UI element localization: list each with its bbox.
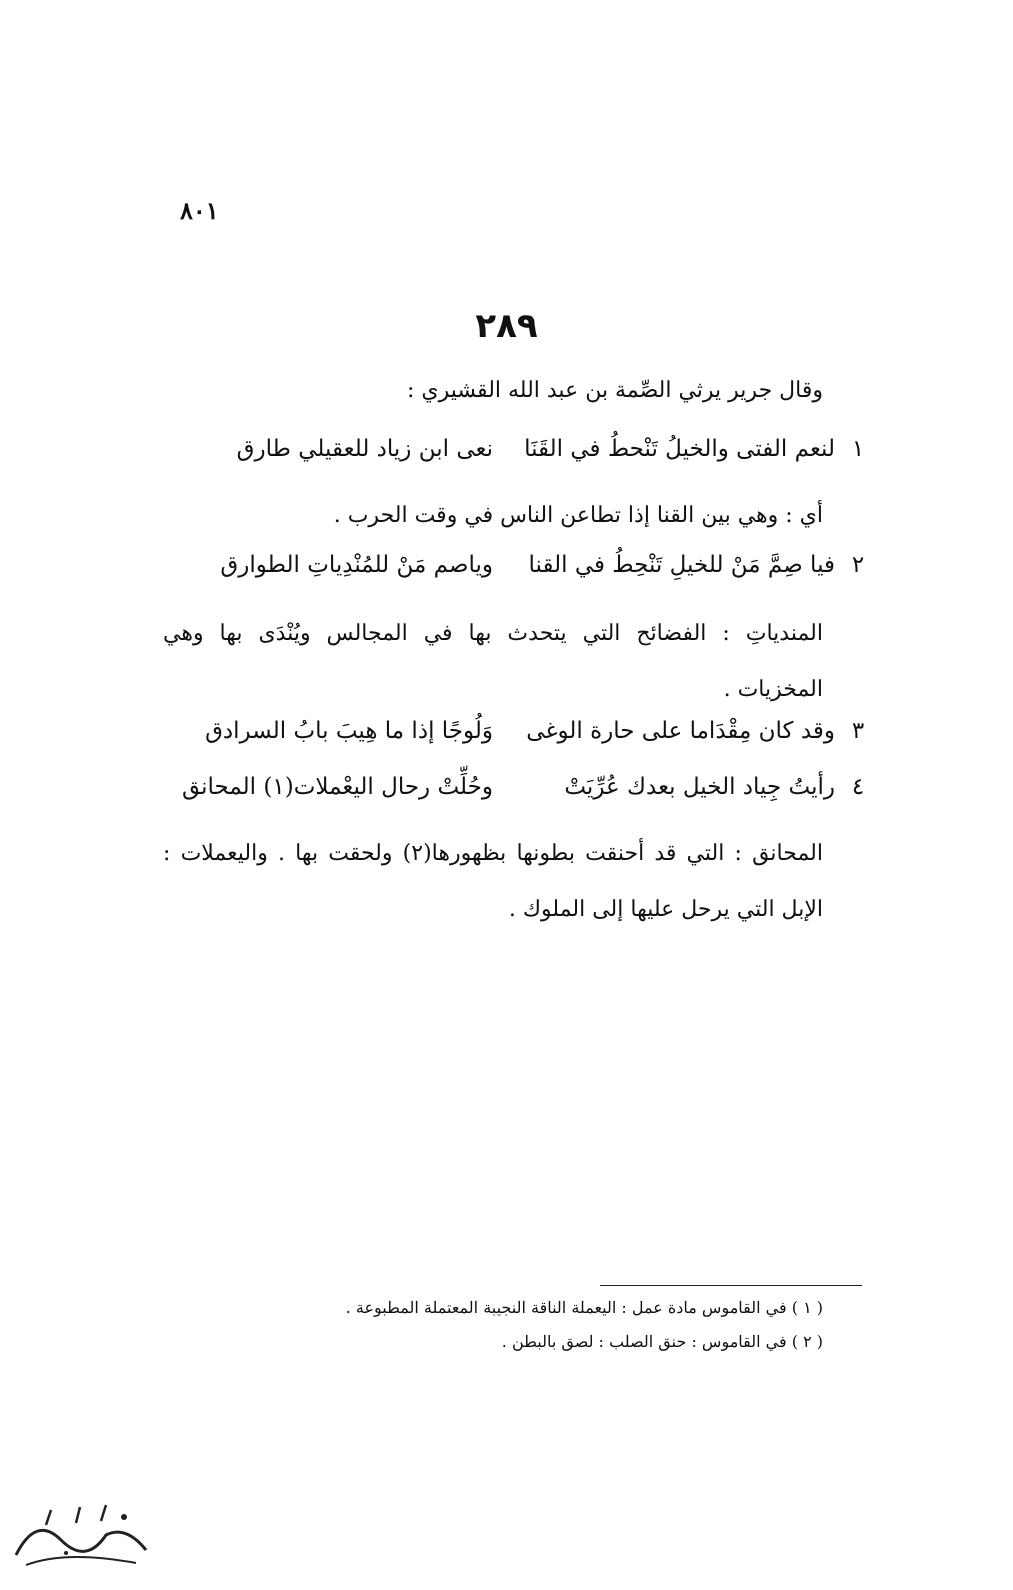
library-seal-icon (6, 1495, 156, 1575)
footnote-1: ( ١ ) في القاموس مادة عمل : اليعملة الناقة النجيبة المعتملة المطبوعة . (345, 1298, 823, 1317)
verse-second-hemistich: وياصم مَنْ للمُنْدِياتِ الطوارق (220, 552, 493, 578)
verse-number: ٣ (851, 718, 865, 744)
verse-first-hemistich: وقد كان مِقْدَاما على حارة الوغى (526, 718, 835, 744)
verse-first-hemistich: فيا صِمَّ مَنْ للخيلِ تَنْحِطُ في القنا (528, 552, 835, 578)
verse-first-hemistich: رأيتُ جِياد الخيل بعدك عُرِّيَتْ (564, 774, 835, 800)
verse-number: ٢ (851, 552, 865, 578)
verse-number: ١ (851, 436, 865, 462)
verse-second-hemistich: نعى ابن زياد للعقيلي طارق (236, 436, 493, 462)
verse-second-hemistich: وَلُوجًا إذا ما هِيبَ بابُ السرادق (205, 718, 493, 744)
gloss-3: المحانق : التي قد أحنقت بطونها بظهورها(٢) ولحقت بها . واليعملات : الإبل التي يرحل عليها إلى الملوك . (163, 841, 823, 922)
poem-number: ٢٨٩ (475, 306, 538, 346)
verse-4 (173, 774, 873, 814)
gloss-2: المندياتِ : الفضائح التي يتحدث بها في المجالس ويُنْدَى بها وهي المخزيات . (163, 621, 823, 702)
footnote-2: ( ٢ ) في القاموس : حنق الصلب : لصق بالبطن . (501, 1332, 823, 1351)
footnote-divider (600, 1285, 862, 1286)
verse-number: ٤ (851, 774, 865, 800)
poem-intro: وقال جرير يرثي الصِّمة بن عبد الله القشيري : (407, 378, 823, 403)
gloss-1: أي : وهي بين القنا إذا تطاعن الناس في وقت الحرب . (333, 503, 823, 528)
verse-1 (173, 436, 873, 476)
verse-second-hemistich: وحُلِّتْ رحال اليعْملات(١) المحانق (181, 774, 493, 800)
verse-3 (173, 718, 873, 758)
top-page-number: ٨٠١ (180, 196, 219, 225)
verse-first-hemistich: لنعم الفتى والخيلُ تَنْحطُ في القَنَا (524, 436, 835, 462)
verse-2 (173, 552, 873, 592)
